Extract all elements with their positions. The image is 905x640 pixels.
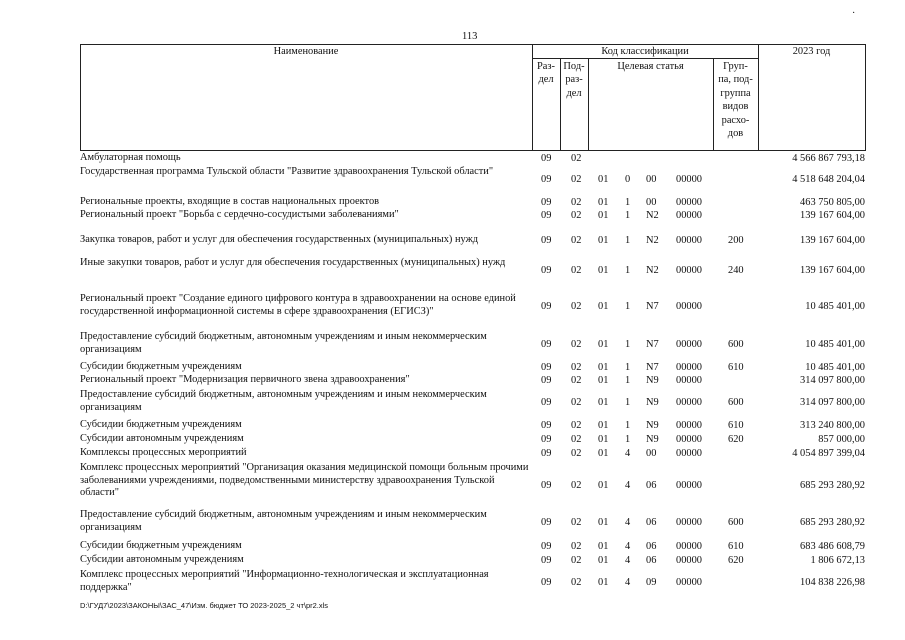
row-program: 01 <box>598 555 609 566</box>
row-event: N2 <box>646 265 659 276</box>
row-event: N7 <box>646 301 659 312</box>
row-sum: 139 167 604,00 <box>800 210 865 221</box>
row-direction: 00000 <box>676 397 702 408</box>
row-podrazdel: 02 <box>571 541 582 552</box>
row-subprogram: 4 <box>625 448 631 459</box>
row-subprogram: 1 <box>625 362 631 373</box>
row-name: Закупка товаров, работ и услуг для обеспечения государственных (муниципальных) нужд <box>80 234 479 245</box>
row-sum: 683 486 608,79 <box>800 541 865 552</box>
row-razdel: 09 <box>541 555 552 566</box>
row-razdel: 09 <box>541 174 552 185</box>
row-name: Субсидии автономным учреждениям <box>80 554 244 565</box>
row-podrazdel: 02 <box>571 174 582 185</box>
row-razdel: 09 <box>541 339 552 350</box>
row-razdel: 09 <box>541 197 552 208</box>
row-direction: 00000 <box>676 577 702 588</box>
row-sum: 104 838 226,98 <box>800 577 865 588</box>
row-subprogram: 4 <box>625 577 631 588</box>
row-direction: 00000 <box>676 301 702 312</box>
row-podrazdel: 02 <box>571 577 582 588</box>
page-number: 113 <box>462 31 478 42</box>
row-name: Предоставление субсидий бюджетным, автономным учреждениям и иным некоммерческим организациям <box>80 389 487 413</box>
row-sum: 10 485 401,00 <box>805 339 865 350</box>
row-razdel: 09 <box>541 301 552 312</box>
row-subprogram: 4 <box>625 541 631 552</box>
row-event: N9 <box>646 397 659 408</box>
row-razdel: 09 <box>541 577 552 588</box>
row-program: 01 <box>598 174 609 185</box>
row-name: Субсидии бюджетным учреждениям <box>80 419 242 430</box>
row-event: 00 <box>646 448 657 459</box>
row-direction: 00000 <box>676 197 702 208</box>
row-event: 06 <box>646 480 657 491</box>
row-razdel: 09 <box>541 235 552 246</box>
row-program: 01 <box>598 339 609 350</box>
row-podrazdel: 02 <box>571 339 582 350</box>
row-program: 01 <box>598 375 609 386</box>
row-name: Региональные проекты, входящие в состав национальных проектов <box>80 196 380 207</box>
header-code-group: Код классификации <box>601 46 689 57</box>
row-sum: 1 806 672,13 <box>810 555 865 566</box>
row-subprogram: 1 <box>625 434 631 445</box>
row-podrazdel: 02 <box>571 420 582 431</box>
row-program: 01 <box>598 448 609 459</box>
row-sum: 10 485 401,00 <box>805 362 865 373</box>
row-event: 09 <box>646 577 657 588</box>
row-podrazdel: 02 <box>571 265 582 276</box>
row-podrazdel: 02 <box>571 235 582 246</box>
row-sum: 4 054 897 399,04 <box>792 448 865 459</box>
row-program: 01 <box>598 420 609 431</box>
row-program: 01 <box>598 480 609 491</box>
row-podrazdel: 02 <box>571 480 582 491</box>
row-event: N7 <box>646 339 659 350</box>
row-expense-type: 610 <box>728 362 744 373</box>
row-program: 01 <box>598 541 609 552</box>
row-direction: 00000 <box>676 375 702 386</box>
row-event: N9 <box>646 434 659 445</box>
row-name: Комплекс процессных мероприятий "Информационно-технологическая и эксплуатационная поддержка" <box>80 569 489 593</box>
row-event: N9 <box>646 420 659 431</box>
row-podrazdel: 02 <box>571 397 582 408</box>
row-name: Комплекс процессных мероприятий "Организация оказания медицинской помощи больным прочими заболеваниями учреждениями, подведомственными министерству здравоохранения Тульской области" <box>80 462 529 499</box>
row-subprogram: 1 <box>625 210 631 221</box>
row-expense-type: 600 <box>728 517 744 528</box>
row-sum: 313 240 800,00 <box>800 420 865 431</box>
row-name: Предоставление субсидий бюджетным, автономным учреждениям и иным некоммерческим организациям <box>80 509 487 533</box>
row-direction: 00000 <box>676 434 702 445</box>
row-program: 01 <box>598 301 609 312</box>
row-direction: 00000 <box>676 541 702 552</box>
row-name: Региональный проект "Модернизация первичного звена здравоохранения" <box>80 374 410 385</box>
row-razdel: 09 <box>541 153 552 164</box>
row-direction: 00000 <box>676 235 702 246</box>
row-name: Государственная программа Тульской области "Развитие здравоохранения Тульской области" <box>80 166 494 177</box>
row-sum: 685 293 280,92 <box>800 480 865 491</box>
row-razdel: 09 <box>541 420 552 431</box>
row-event: 00 <box>646 174 657 185</box>
row-subprogram: 0 <box>625 174 631 185</box>
row-direction: 00000 <box>676 480 702 491</box>
row-sum: 463 750 805,00 <box>800 197 865 208</box>
row-event: 00 <box>646 197 657 208</box>
row-razdel: 09 <box>541 448 552 459</box>
row-subprogram: 1 <box>625 235 631 246</box>
header-vr: Груп- па, под- группа видов расхо- дов <box>718 61 753 140</box>
row-razdel: 09 <box>541 375 552 386</box>
row-razdel: 09 <box>541 480 552 491</box>
row-program: 01 <box>598 434 609 445</box>
row-sum: 857 000,00 <box>818 434 865 445</box>
row-expense-type: 600 <box>728 397 744 408</box>
row-program: 01 <box>598 397 609 408</box>
row-razdel: 09 <box>541 541 552 552</box>
row-program: 01 <box>598 210 609 221</box>
row-subprogram: 4 <box>625 480 631 491</box>
row-direction: 00000 <box>676 362 702 373</box>
row-program: 01 <box>598 235 609 246</box>
row-direction: 00000 <box>676 174 702 185</box>
scan-speck: · <box>852 8 856 19</box>
header-podrazdel: Под- раз- дел <box>563 61 585 99</box>
row-podrazdel: 02 <box>571 375 582 386</box>
row-expense-type: 600 <box>728 339 744 350</box>
row-podrazdel: 02 <box>571 362 582 373</box>
row-expense-type: 620 <box>728 555 744 566</box>
row-direction: 00000 <box>676 265 702 276</box>
row-expense-type: 610 <box>728 541 744 552</box>
row-event: N2 <box>646 210 659 221</box>
row-subprogram: 1 <box>625 397 631 408</box>
row-razdel: 09 <box>541 397 552 408</box>
row-direction: 00000 <box>676 555 702 566</box>
row-event: 06 <box>646 517 657 528</box>
row-program: 01 <box>598 362 609 373</box>
row-name: Иные закупки товаров, работ и услуг для обеспечения государственных (муниципальных) нужд <box>80 257 506 268</box>
file-path-footer: D:\ГУД7\2023\ЗАКОНЫ\ЗАС_47\Изм. бюджет ТО 2023-2025_2 чт\pr2.xls <box>80 601 329 610</box>
row-sum: 685 293 280,92 <box>800 517 865 528</box>
row-expense-type: 610 <box>728 420 744 431</box>
row-sum: 10 485 401,00 <box>805 301 865 312</box>
row-podrazdel: 02 <box>571 434 582 445</box>
row-subprogram: 4 <box>625 517 631 528</box>
row-subprogram: 1 <box>625 420 631 431</box>
row-program: 01 <box>598 517 609 528</box>
row-subprogram: 1 <box>625 301 631 312</box>
row-name: Комплексы процессных мероприятий <box>80 447 247 458</box>
row-expense-type: 200 <box>728 235 744 246</box>
row-program: 01 <box>598 197 609 208</box>
row-name: Субсидии автономным учреждениям <box>80 433 244 444</box>
row-razdel: 09 <box>541 434 552 445</box>
row-direction: 00000 <box>676 339 702 350</box>
row-sum: 139 167 604,00 <box>800 235 865 246</box>
row-subprogram: 1 <box>625 339 631 350</box>
row-event: N7 <box>646 362 659 373</box>
header-target: Целевая статья <box>617 61 684 72</box>
row-event: 06 <box>646 541 657 552</box>
row-name: Амбулаторная помощь <box>80 152 181 163</box>
row-event: 06 <box>646 555 657 566</box>
row-sum: 4 518 648 204,04 <box>792 174 865 185</box>
row-podrazdel: 02 <box>571 555 582 566</box>
row-name: Субсидии бюджетным учреждениям <box>80 540 242 551</box>
row-expense-type: 620 <box>728 434 744 445</box>
row-podrazdel: 02 <box>571 517 582 528</box>
row-sum: 139 167 604,00 <box>800 265 865 276</box>
row-name: Субсидии бюджетным учреждениям <box>80 361 242 372</box>
row-sum: 4 566 867 793,18 <box>792 153 865 164</box>
row-razdel: 09 <box>541 362 552 373</box>
row-event: N9 <box>646 375 659 386</box>
row-subprogram: 1 <box>625 197 631 208</box>
row-program: 01 <box>598 265 609 276</box>
header-name: Наименование <box>273 46 339 57</box>
row-name: Региональный проект "Борьба с сердечно-сосудистыми заболеваниями" <box>80 209 399 220</box>
row-subprogram: 1 <box>625 375 631 386</box>
header-year: 2023 год <box>792 46 831 57</box>
row-podrazdel: 02 <box>571 153 582 164</box>
row-subprogram: 4 <box>625 555 631 566</box>
row-razdel: 09 <box>541 517 552 528</box>
row-podrazdel: 02 <box>571 210 582 221</box>
row-podrazdel: 02 <box>571 301 582 312</box>
row-direction: 00000 <box>676 517 702 528</box>
row-subprogram: 1 <box>625 265 631 276</box>
row-direction: 00000 <box>676 210 702 221</box>
row-name: Предоставление субсидий бюджетным, автономным учреждениям и иным некоммерческим организациям <box>80 331 487 355</box>
row-razdel: 09 <box>541 265 552 276</box>
row-podrazdel: 02 <box>571 448 582 459</box>
row-direction: 00000 <box>676 448 702 459</box>
row-expense-type: 240 <box>728 265 744 276</box>
row-event: N2 <box>646 235 659 246</box>
row-name: Региональный проект "Создание единого цифрового контура в здравоохранении на основе единой государственной информационной системы в сфере здравоохранения (ЕГИСЗ)" <box>80 293 516 317</box>
row-program: 01 <box>598 577 609 588</box>
row-podrazdel: 02 <box>571 197 582 208</box>
row-razdel: 09 <box>541 210 552 221</box>
row-sum: 314 097 800,00 <box>800 397 865 408</box>
row-direction: 00000 <box>676 420 702 431</box>
row-sum: 314 097 800,00 <box>800 375 865 386</box>
header-razdel: Раз- дел <box>537 61 555 86</box>
